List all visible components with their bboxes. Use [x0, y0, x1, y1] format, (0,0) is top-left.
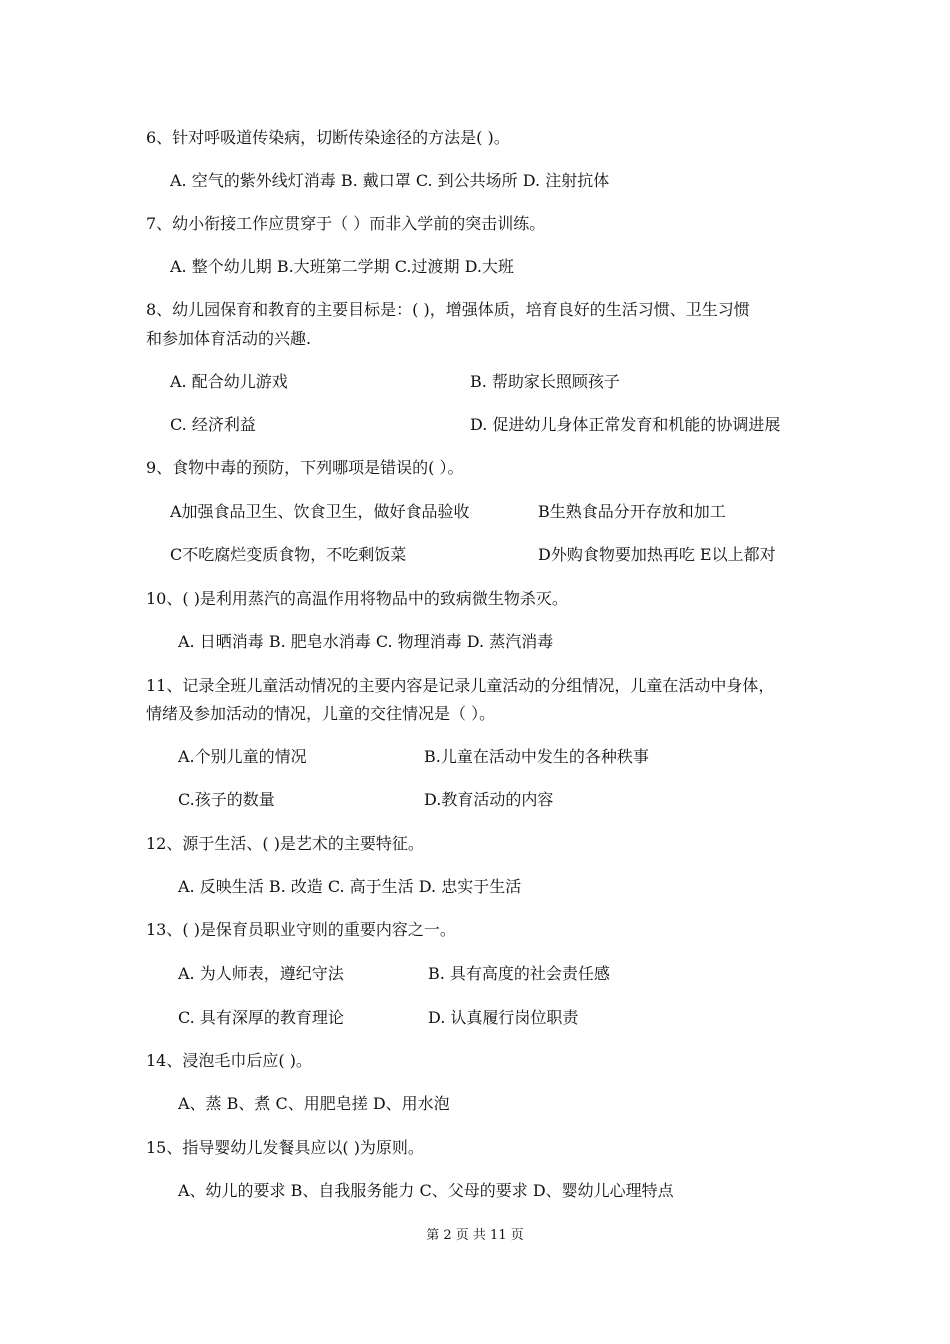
question-14: 14、浸泡毛巾后应( )。	[146, 1051, 312, 1070]
question-12-options: A. 反映生活 B. 改造 C. 高于生活 D. 忠实于生活	[178, 877, 522, 896]
question-9-option-c: C不吃腐烂变质食物，不吃剩饭菜	[170, 545, 407, 564]
question-13-option-b: B. 具有高度的社会责任感	[428, 964, 610, 983]
page-number-footer: 第 2 页 共 11 页	[426, 1228, 524, 1243]
question-11-option-b: B.儿童在活动中发生的各种秩事	[424, 747, 649, 766]
question-10-options: A. 日晒消毒 B. 肥皂水消毒 C. 物理消毒 D. 蒸汽消毒	[178, 632, 554, 651]
question-6-options: A. 空气的紫外线灯消毒 B. 戴口罩 C. 到公共场所 D. 注射抗体	[170, 171, 610, 190]
question-11-line-2: 情绪及参加活动的情况，儿童的交往情况是（ ）。	[146, 704, 496, 723]
question-15-options: A、幼儿的要求 B、自我服务能力 C、父母的要求 D、婴幼儿心理特点	[178, 1181, 674, 1200]
question-11-line-1: 11、记录全班儿童活动情况的主要内容是记录儿童活动的分组情况，儿童在活动中身体，	[146, 676, 775, 695]
question-10: 10、( )是利用蒸汽的高温作用将物品中的致病微生物杀灭。	[146, 589, 568, 608]
question-11-option-d: D.教育活动的内容	[424, 790, 554, 809]
question-15: 15、指导婴幼儿发餐具应以( )为原则。	[146, 1138, 424, 1157]
question-11-option-c: C.孩子的数量	[178, 790, 275, 809]
question-6: 6、针对呼吸道传染病，切断传染途径的方法是( )。	[146, 128, 510, 147]
question-13-option-c: C. 具有深厚的教育理论	[178, 1008, 344, 1027]
question-9: 9、食物中毒的预防，下列哪项是错误的( ）。	[146, 458, 464, 477]
question-9-option-b: B生熟食品分开存放和加工	[538, 502, 726, 521]
question-13: 13、( )是保育员职业守则的重要内容之一。	[146, 920, 456, 939]
question-7: 7、幼小衔接工作应贯穿于（ ）而非入学前的突击训练。	[146, 214, 546, 233]
question-8-option-b: B. 帮助家长照顾孩子	[470, 372, 620, 391]
question-14-options: A、蒸 B、煮 C、用肥皂搓 D、用水泡	[178, 1094, 450, 1113]
question-13-option-a: A. 为人师表，遵纪守法	[178, 964, 344, 983]
question-12: 12、源于生活、( )是艺术的主要特征。	[146, 834, 424, 853]
question-11-option-a: A.个别儿童的情况	[178, 747, 307, 766]
question-8-option-d: D. 促进幼儿身体正常发育和机能的协调进展	[470, 415, 781, 434]
question-7-options: A. 整个幼儿期 B.大班第二学期 C.过渡期 D.大班	[170, 257, 514, 276]
question-8-option-c: C. 经济利益	[170, 415, 256, 434]
question-8-line-1: 8、幼儿园保育和教育的主要目标是：( )，增强体质，培育良好的生活习惯、卫生习惯	[146, 300, 750, 319]
question-8-option-a: A. 配合幼儿游戏	[170, 372, 288, 391]
question-9-option-d: D外购食物要加热再吃 E以上都对	[538, 545, 776, 564]
question-8-line-2: 和参加体育活动的兴趣.	[146, 329, 312, 348]
question-9-option-a: A加强食品卫生、饮食卫生，做好食品验收	[170, 502, 470, 521]
question-13-option-d: D. 认真履行岗位职责	[428, 1008, 579, 1027]
